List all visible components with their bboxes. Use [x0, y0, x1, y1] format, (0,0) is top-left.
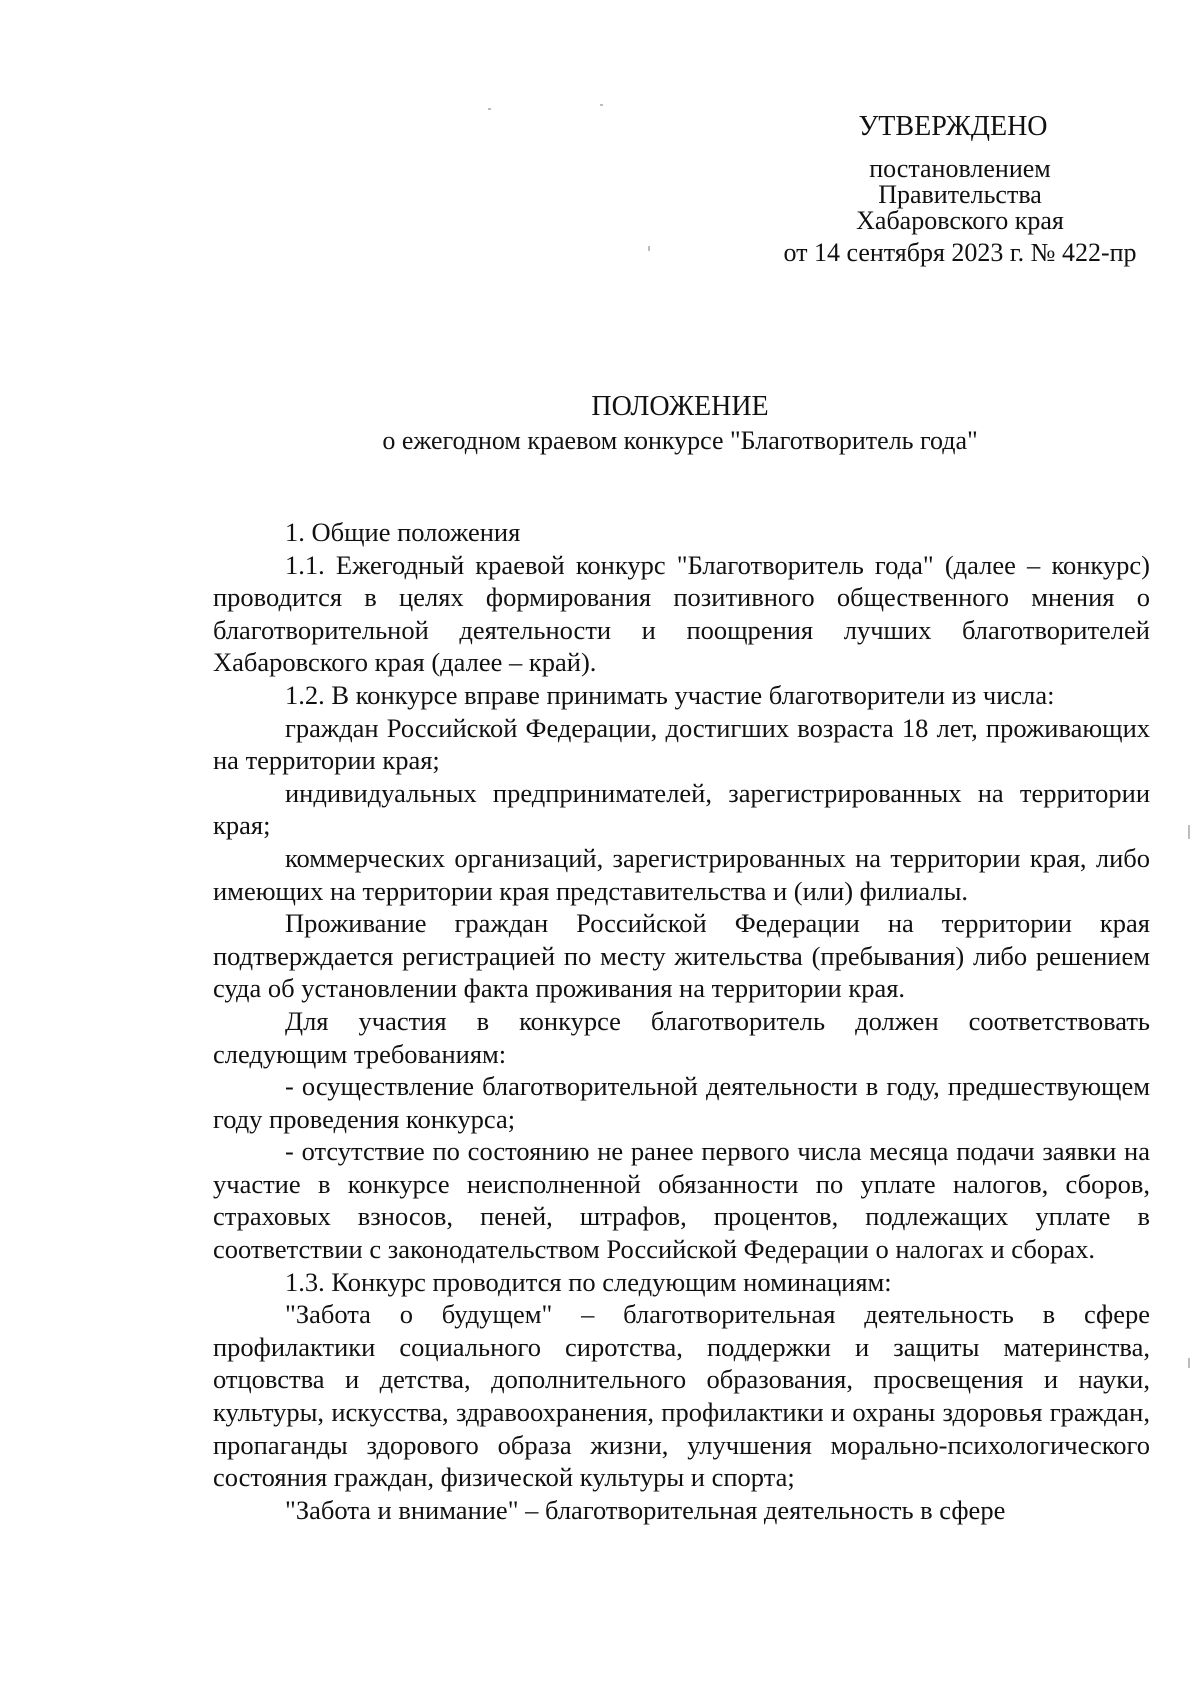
paragraph-residence: Проживание граждан Российской Федерации на территории края подтверждается регистрацией по месту жительства (пребывания) либо решением суда об установлении факта проживания на территории края.: [213, 908, 1150, 1004]
document-title-block: [210, 390, 1150, 458]
requirement-item-2: - отсутствие по состоянию не ранее первого числа месяца подачи заявки на участие в конкурсе неисполненной обязанности по уплате налогов, сборов, страховых взносов, пеней, штрафов, процентов, подлежащих уплате в соответствии с законодательством Российской Федерации о налогах и сборах.: [213, 1136, 1150, 1265]
document-subtitle: о ежегодном краевом конкурсе "Благотворитель года": [382, 426, 978, 455]
paragraph-commercial: коммерческих организаций, зарегистрированных на территории края, либо имеющих на территории края представительства и (или) филиалы.: [213, 842, 1150, 906]
nomination-future: "Забота о будущем" – благотворительная деятельность в сфере профилактики социального сиротства, поддержки и защиты материнства, отцовства и детства, дополнительного образования, просвещения и науки, культуры, искусства, здравоохранения, профилактики и охраны здоровья граждан, пропаганды здорового образа жизни, улучшения морально-психологического состояния граждан, физической культуры и спорта;: [213, 1299, 1150, 1493]
document-body: [213, 516, 1150, 1526]
paragraph-1-2: 1.2. В конкурсе вправе принимать участие благотворители из числа:: [285, 679, 1055, 710]
approval-date-line: от 14 сентября 2023 г. № 422-пр: [783, 238, 1137, 267]
section-heading: 1. Общие положения: [285, 517, 521, 547]
paragraph-citizens: граждан Российской Федерации, достигших возраста 18 лет, проживающих на территории края;: [213, 712, 1150, 776]
approval-stamp-block: [755, 112, 1165, 266]
approval-heading: УТВЕРЖДЕНО: [858, 111, 1048, 142]
scan-speck: [1188, 825, 1190, 839]
scan-speck: [488, 108, 491, 110]
scan-speck: [648, 246, 650, 251]
paragraph-1-3: 1.3. Конкурс проводится по следующим номинациям:: [285, 1266, 892, 1297]
paragraph-entrepreneurs: индивидуальных предпринимателей, зарегистрированных на территории края;: [213, 777, 1150, 841]
paragraph-1-1: 1.1. Ежегодный краевой конкурс "Благотворитель года" (далее – конкурс) проводится в целях формирования позитивного общественного мнения о благотворительной деятельности и поощрения лучших благотворителей Хабаровского края (далее – край).: [213, 549, 1150, 678]
paragraph-requirements: Для участия в конкурсе благотворитель должен соответствовать следующим требованиям:: [213, 1005, 1150, 1069]
nomination-care: "Забота и внимание" – благотворительная деятельность в сфере: [285, 1494, 1006, 1525]
document-title: ПОЛОЖЕНИЕ: [591, 391, 769, 422]
approval-line-2: Правительства: [878, 180, 1042, 209]
scan-speck: [600, 104, 603, 106]
scan-speck: [1188, 1358, 1190, 1368]
requirement-item-1: - осуществление благотворительной деятельности в году, предшествующем году проведения конкурса;: [213, 1071, 1150, 1134]
approval-line-1: постановлением: [869, 154, 1051, 183]
approval-line-3: Хабаровского края: [856, 206, 1064, 235]
